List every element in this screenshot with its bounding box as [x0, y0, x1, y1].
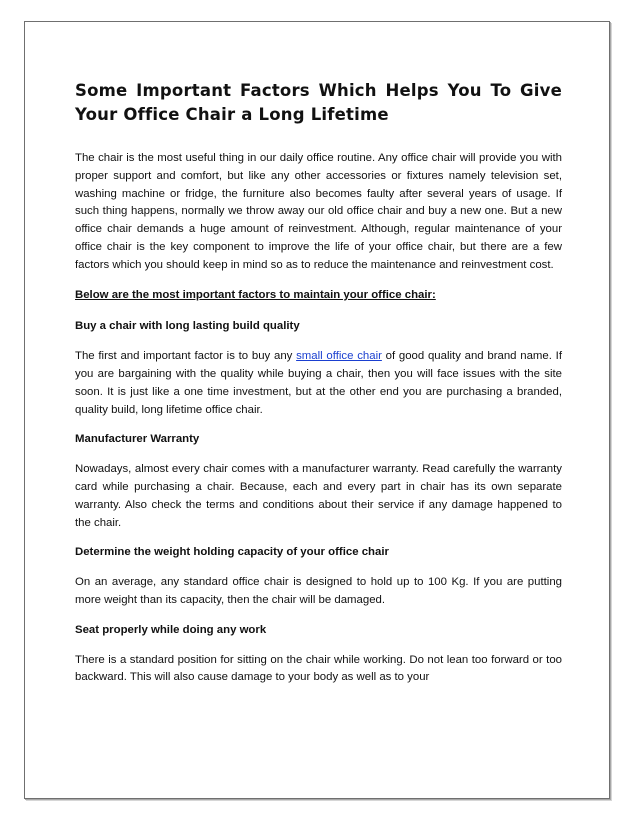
paragraph-text-before-link: The first and important factor is to buy any: [75, 350, 297, 363]
paragraph-text-after-link: of good quality and brand name. If you are bargaining with the quality while buying a chair, then you will face issues with the site soon. It is just like a one time investment, but at the other end you are purchasing a branded, quality build, long lifetime office chair.: [75, 350, 562, 416]
document-body: [75, 79, 562, 699]
section-heading-weight-capacity: Determine the weight holding capacity of your office chair: [75, 546, 389, 559]
section-heading-warranty: Manufacturer Warranty: [75, 433, 200, 446]
section-paragraph-seating: There is a standard position for sitting on the chair while working. Do not lean too forward or too backward. This will also cause damage to your body as well as to your: [75, 653, 562, 684]
section-heading-seating: Seat properly while doing any work: [75, 623, 267, 636]
section-paragraph-weight-capacity: On an average, any standard office chair is designed to hold up to 100 Kg. If you are putting more weight than its capacity, then the chair will be damaged.: [75, 576, 562, 606]
intro-paragraph: The chair is the most useful thing in our daily office routine. Any office chair will provide you with proper support and comfort, but like any other accessories or fixtures namely television set, washing machine or fridge, the furniture also becomes faulty after several years of usage. If such thing happens, normally we throw away our old office chair and buy a new one. But a new office chair demands a huge amount of reinvestment. Although, regular maintenance of your office chair is the key component to improve the life of your office chair, but there are a few factors which you should keep in mind so as to reduce the maintenance and reinvestment cost.: [75, 152, 562, 271]
small-office-chair-link[interactable]: small office chair: [296, 350, 382, 363]
section-paragraph-build-quality: [75, 348, 562, 419]
section-paragraph-warranty: Nowadays, almost every chair comes with a manufacturer warranty. Read carefully the warranty card while purchasing a chair. Because, each and every part in chair has its own separate warranty. Also check the terms and conditions about their service if any damage happened to the chair.: [75, 463, 562, 529]
section-heading-build-quality: Buy a chair with long lasting build quality: [75, 320, 300, 333]
factors-intro-heading: Below are the most important factors to maintain your office chair:: [75, 288, 436, 301]
document-title: Some Important Factors Which Helps You To Give Your Office Chair a Long Lifetime: [75, 81, 562, 124]
